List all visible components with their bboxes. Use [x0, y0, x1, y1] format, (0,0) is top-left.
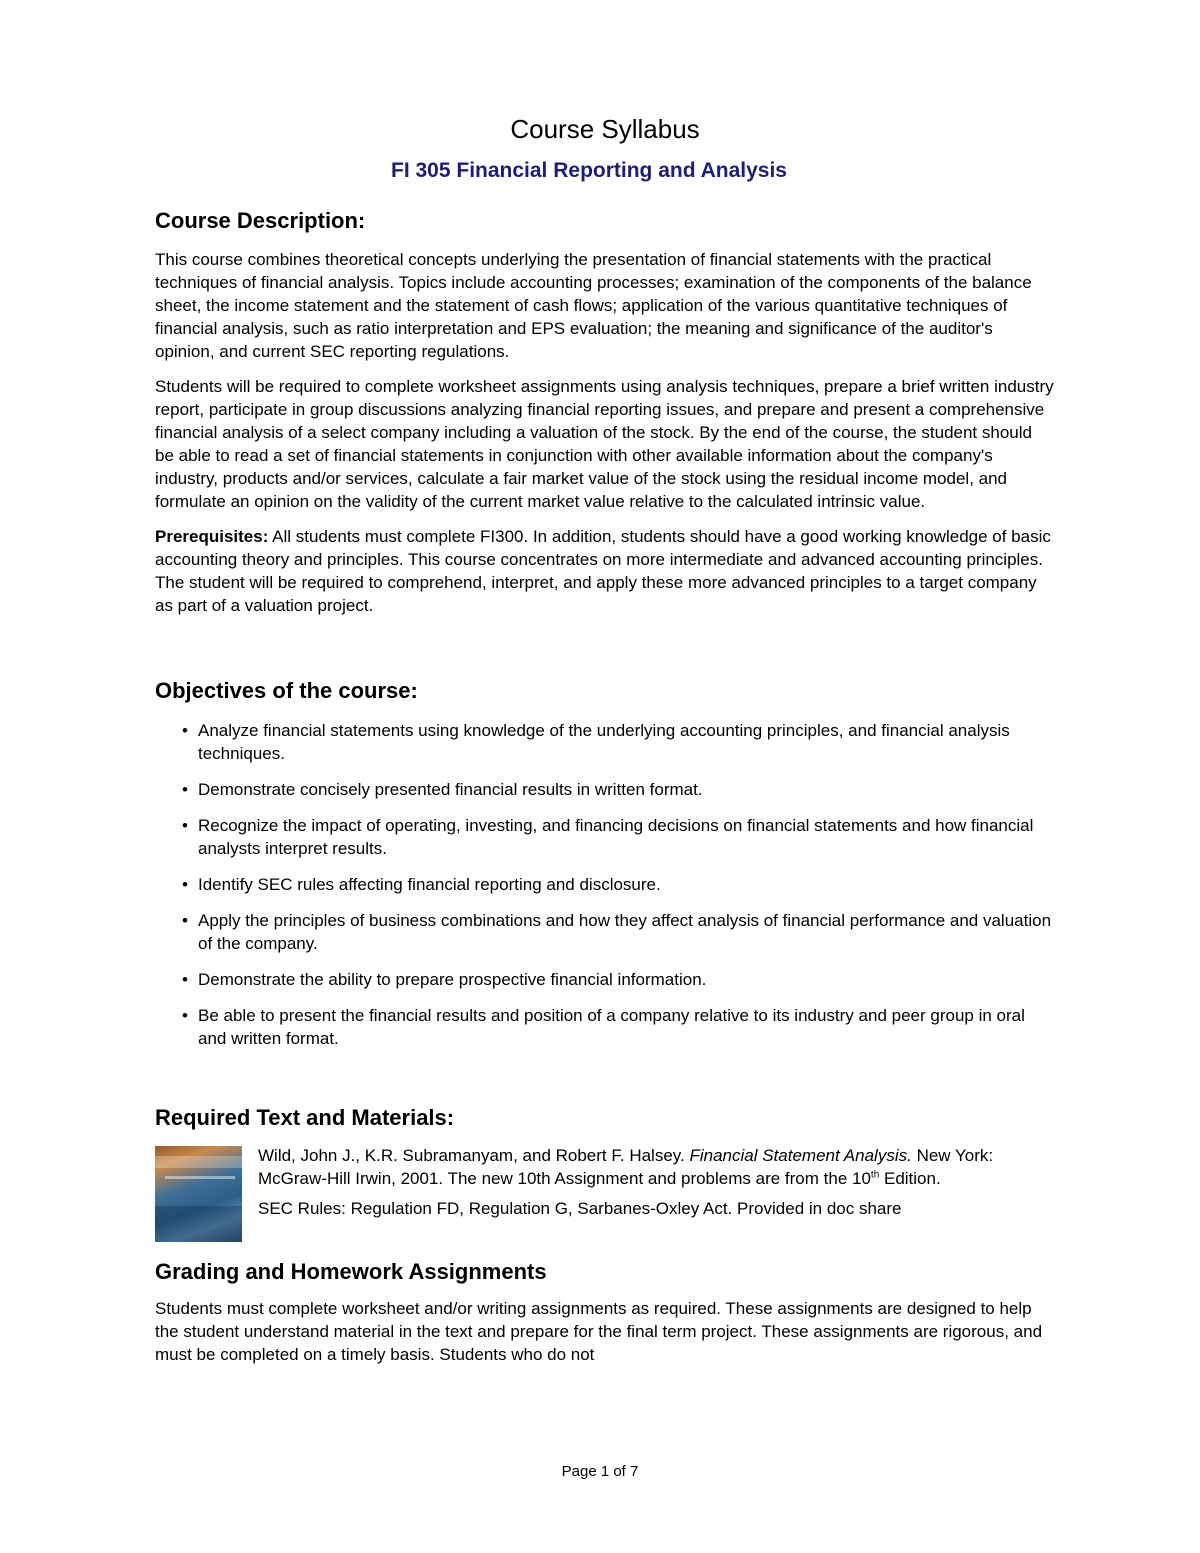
objective-text: Apply the principles of business combinations and how they affect analysis of financial performance and valuation of the company.: [198, 911, 1052, 953]
materials-section: [155, 1144, 1055, 1244]
bullet-icon: •: [182, 970, 188, 989]
prerequisites-label: Prerequisites:: [155, 527, 269, 546]
description-paragraph-2: Students will be required to complete worksheet assignments using analysis techniques, prepare a brief written industry report, participate in group discussions analyzing financial reporting issues, and prepare and present a comprehensive financial analysis of a select company including a valuation of the stock. By the end of the course, the student should be able to read a set of financial statements in conjunction with other available information about the company's industry, products and/or services, calculate a fair market value of the stock using the residual income model, and formulate an opinion on the validity of the current market value relative to the calculated intrinsic value.: [155, 377, 1054, 511]
bullet-icon: •: [182, 721, 188, 740]
bullet-icon: •: [182, 816, 188, 835]
textbook-title: Financial Statement Analysis.: [689, 1146, 912, 1165]
objective-text: Recognize the impact of operating, investing, and financing decisions on financial statements and how financial analysts interpret results.: [198, 816, 1034, 858]
bullet-icon: •: [182, 911, 188, 930]
prerequisites-paragraph: [155, 525, 1055, 617]
sec-rules: SEC Rules: Regulation FD, Regulation G, Sarbanes-Oxley Act. Provided in doc share: [258, 1199, 902, 1218]
grading-paragraph: Students must complete worksheet and/or writing assignments as required. These assignments are designed to help the student understand material in the text and prepare for the final term project. These assignments are rigorous, and must be completed on a timely basis. Students who do not: [155, 1299, 1043, 1364]
edition-suffix: Edition.: [879, 1169, 941, 1188]
prerequisites-text: All students must complete FI300. In addition, students should have a good working knowledge of basic accounting theory and principles. This course concentrates on more intermediate and advanced accounting principles. The student will be required to comprehend, interpret, and apply these more advanced principles to a target company as part of a valuation project.: [155, 527, 1051, 615]
document-content: [155, 200, 1055, 1366]
list-item: [155, 909, 1055, 955]
objectives-heading: Objectives of the course:: [155, 678, 418, 703]
required-materials-heading: Required Text and Materials:: [155, 1105, 455, 1130]
bullet-icon: •: [182, 875, 188, 894]
description-paragraph-1: This course combines theoretical concepts underlying the presentation of financial statements with the practical techniques of financial analysis. Topics include accounting processes; examination of the components of the balance sheet, the income statement and the statement of cash flows; application of the various quantitative techniques of financial analysis, such as ratio interpretation and EPS evaluation; the meaning and significance of the auditor's opinion, and current SEC reporting regulations.: [155, 250, 1032, 361]
list-item: [155, 719, 1055, 765]
list-item: [155, 873, 1055, 896]
textbook-authors: Wild, John J., K.R. Subramanyam, and Robert F. Halsey.: [258, 1146, 690, 1165]
list-item: [155, 814, 1055, 860]
objective-text: Demonstrate the ability to prepare prospective financial information.: [198, 970, 707, 989]
textbook-cover-image: [155, 1146, 242, 1242]
materials-text: [258, 1144, 1058, 1220]
page-title: Course Syllabus: [510, 114, 700, 144]
list-item: [155, 968, 1055, 991]
objective-text: Be able to present the financial results and position of a company relative to its industry and peer group in oral and written format.: [198, 1006, 1025, 1048]
course-subtitle: FI 305 Financial Reporting and Analysis: [391, 159, 787, 182]
textbook-citation: [258, 1144, 1058, 1190]
edition-superscript: th: [870, 1169, 880, 1181]
objectives-list: [155, 719, 1055, 1050]
grading-heading: Grading and Homework Assignments: [155, 1259, 547, 1284]
objective-text: Identify SEC rules affecting financial reporting and disclosure.: [198, 875, 661, 894]
objective-text: Demonstrate concisely presented financial results in written format.: [198, 780, 703, 799]
course-description-heading: Course Description:: [155, 208, 366, 233]
bullet-icon: •: [182, 780, 188, 799]
objective-text: Analyze financial statements using knowledge of the underlying accounting principles, and financial analysis techniques.: [198, 721, 1010, 763]
list-item: [155, 1004, 1055, 1050]
textbook-publisher: New York: McGraw-Hill Irwin, 2001. The new 10th Assignment and problems are from the 10: [258, 1146, 994, 1188]
list-item: [155, 778, 1055, 801]
bullet-icon: •: [182, 1006, 188, 1025]
page-number: Page 1 of 7: [561, 1463, 639, 1480]
